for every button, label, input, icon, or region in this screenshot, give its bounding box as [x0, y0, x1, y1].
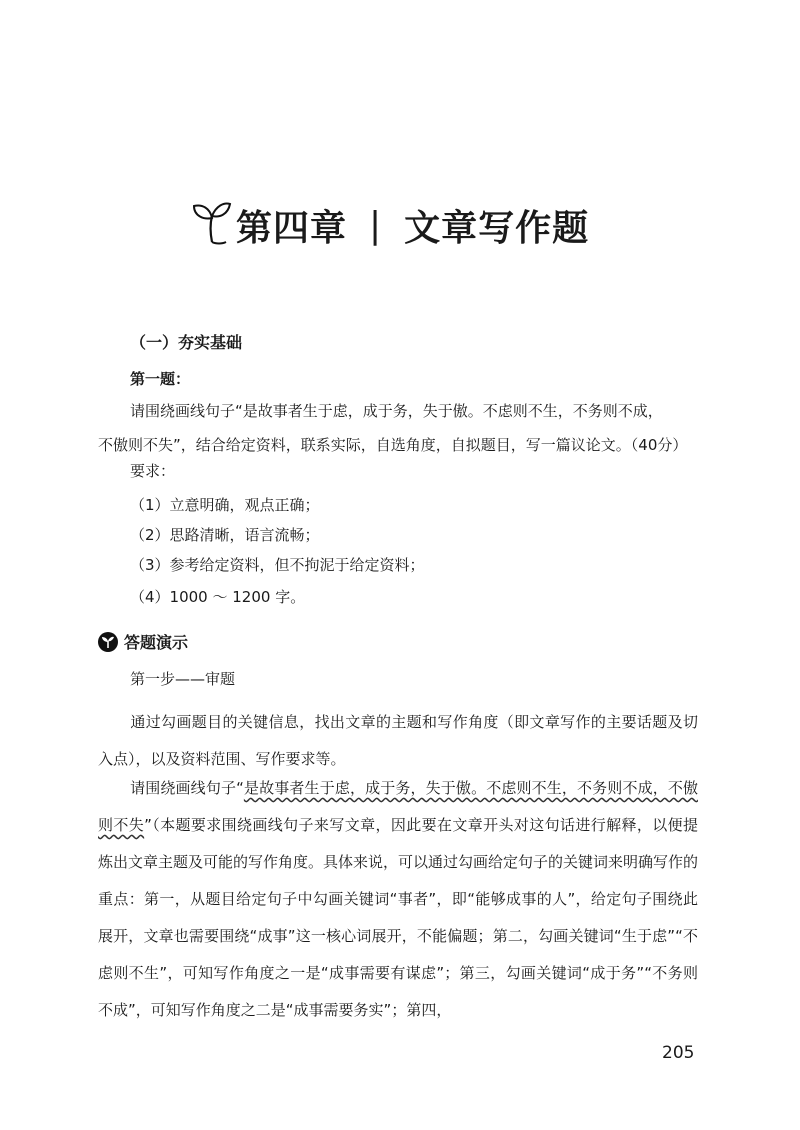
chapter-title [190, 200, 589, 251]
chapter-number: 第四章 [236, 208, 348, 249]
sprout-icon [190, 198, 232, 246]
title-separator: | [369, 205, 383, 246]
page-number: 205 [662, 1043, 695, 1063]
requirement-item: （3）参考给定资料，但不拘泥于给定资料； [130, 556, 425, 574]
requirement-item: （2）思路清晰，语言流畅； [130, 526, 320, 544]
leaf-badge-icon [98, 632, 118, 652]
paragraph-2-lead: 请围绕画线句子“ [130, 779, 244, 797]
requirements-label: 要求： [130, 462, 176, 480]
demo-heading-text: 答题演示 [124, 633, 189, 652]
step-label: 第一步——审题 [130, 670, 236, 688]
paragraph-1-text: 通过勾画题目的关键信息，找出文章的主题和写作角度（即文章写作的主要话题及切入点），以及资料范围、写作要求等。 [98, 713, 698, 768]
requirement-item: （4）1000 ～ 1200 字。 [130, 588, 306, 606]
question-line-2: 不傲则不失”，结合给定资料，联系实际，自选角度，自拟题目，写一篇议论文。（40分） [98, 436, 688, 454]
demo-heading [98, 630, 188, 653]
chapter-name: 文章写作题 [404, 208, 590, 249]
paragraph-2 [98, 770, 698, 1029]
question-line-1: 请围绕画线句子“是故事者生于虑，成于务，失于傲。不虑则不生，不务则不成， [130, 402, 663, 420]
section-heading: （一）夯实基础 [130, 333, 243, 352]
paragraph-2-rest: ”（本题要求围绕画线句子来写文章，因此要在文章开头对这句话进行解释，以便提炼出文章主题及可能的写作角度。具体来说，可以通过勾画给定句子的关键词来明确写作的重点：第一，从题目给定句子中勾画关键词“事者”，即“能够成事的人”，给定句子围绕此展开，文章也需要围绕“成事”这一核心词展开，不能偏题；第二，勾画关键词“生于虑”“不虑则不生”，可知写作角度之一是“成事需要有谋虑”；第三，勾画关键词“成于务”“不务则不成”，可知写作角度之二是“成事需要务实”；第四， [98, 816, 699, 1019]
underlined-quote: 是故事者生于虑，成于务，失于傲。不虑则不生，不务则不成，不傲则不失 [98, 779, 698, 834]
paragraph-1 [98, 704, 698, 778]
question-label: 第一题： [130, 370, 191, 388]
question-text [98, 394, 693, 462]
requirement-item: （1）立意明确，观点正确； [130, 496, 320, 514]
